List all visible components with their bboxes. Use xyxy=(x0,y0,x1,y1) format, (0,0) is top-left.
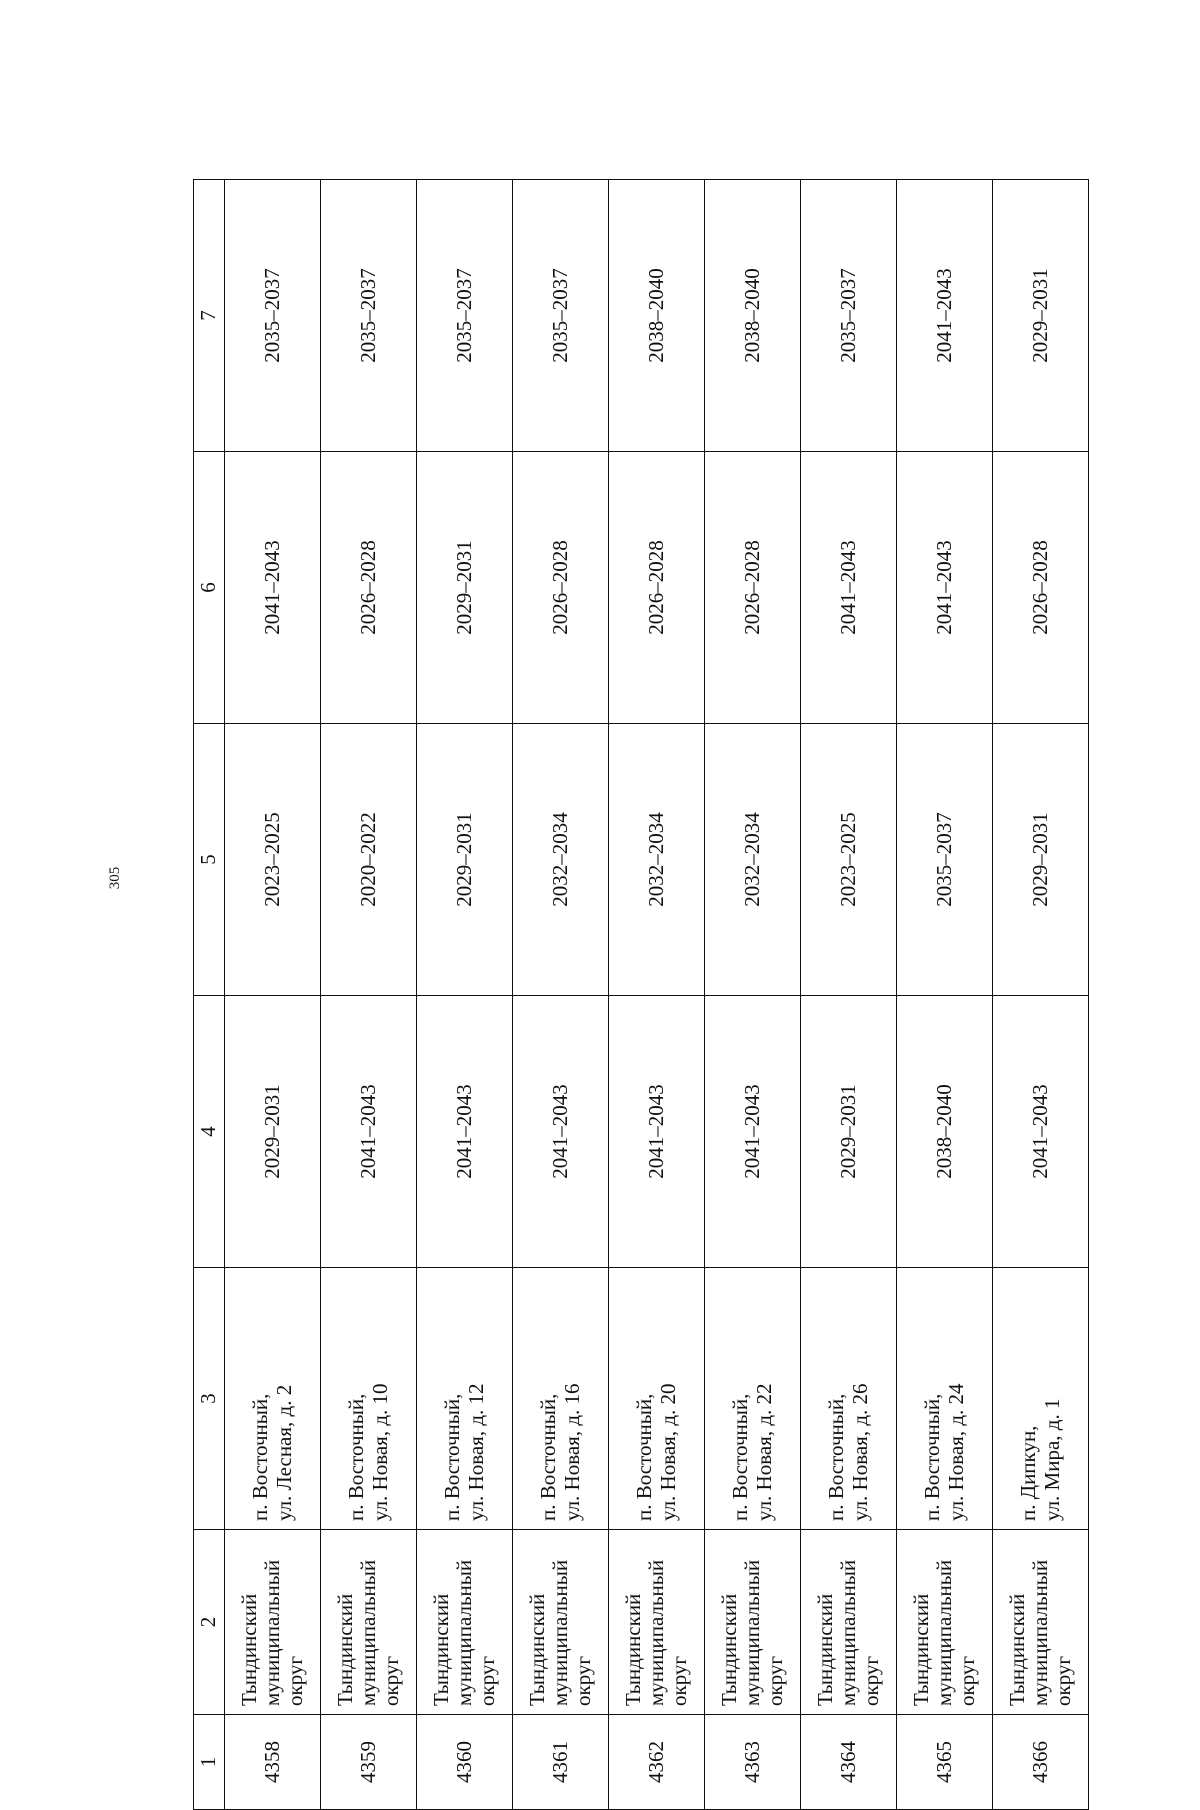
address-line: п. Восточный, xyxy=(344,1393,369,1521)
period-cell-c6: 2026–2028 xyxy=(513,452,609,724)
district-line: округ xyxy=(1051,1655,1076,1706)
district-line: Тындинский xyxy=(332,1593,357,1706)
table-container xyxy=(193,180,1088,1810)
row-number-cell: 4358 xyxy=(225,1715,321,1810)
address-line: п. Восточный, xyxy=(536,1393,561,1521)
period-cell-c5: 2032–2034 xyxy=(513,724,609,996)
row-number-cell: 4366 xyxy=(993,1715,1089,1810)
period-cell-c6: 2026–2028 xyxy=(321,452,417,724)
district-line: муниципальный xyxy=(355,1559,380,1706)
address-line: ул. Новая, д. 10 xyxy=(367,1383,392,1521)
period-cell-c7: 2041–2043 xyxy=(897,180,993,452)
district-line: округ xyxy=(667,1655,692,1706)
period-cell-c4: 2041–2043 xyxy=(513,996,609,1268)
header-row xyxy=(194,180,225,1810)
row-number-cell: 4359 xyxy=(321,1715,417,1810)
table-row xyxy=(897,180,993,1810)
district-line: муниципальный xyxy=(931,1559,956,1706)
table-row xyxy=(705,180,801,1810)
column-header: 1 xyxy=(194,1715,225,1810)
period-cell-c6: 2026–2028 xyxy=(993,452,1089,724)
address-line: ул. Новая, д. 12 xyxy=(463,1383,488,1521)
period-cell-c6: 2029–2031 xyxy=(417,452,513,724)
address-line: ул. Новая, д. 22 xyxy=(751,1383,776,1521)
district-cell xyxy=(993,1530,1089,1715)
district-line: муниципальный xyxy=(1027,1559,1052,1706)
district-line: округ xyxy=(571,1655,596,1706)
district-cell xyxy=(513,1530,609,1715)
period-cell-c6: 2026–2028 xyxy=(705,452,801,724)
table-row xyxy=(513,180,609,1810)
address-cell xyxy=(225,1268,321,1530)
address-line: ул. Новая, д. 16 xyxy=(559,1383,584,1521)
district-line: округ xyxy=(763,1655,788,1706)
district-line: округ xyxy=(283,1655,308,1706)
address-line: ул. Новая, д. 26 xyxy=(847,1383,872,1521)
period-cell-c4: 2041–2043 xyxy=(417,996,513,1268)
district-line: округ xyxy=(379,1655,404,1706)
period-cell-c5: 2029–2031 xyxy=(417,724,513,996)
address-cell xyxy=(993,1268,1089,1530)
district-line: Тындинский xyxy=(716,1593,741,1706)
district-line: муниципальный xyxy=(547,1559,572,1706)
district-line: Тындинский xyxy=(908,1593,933,1706)
address-line: ул. Новая, д. 20 xyxy=(655,1383,680,1521)
period-cell-c4: 2041–2043 xyxy=(993,996,1089,1268)
column-header: 5 xyxy=(194,724,225,996)
row-number-cell: 4363 xyxy=(705,1715,801,1810)
district-cell xyxy=(321,1530,417,1715)
period-cell-c7: 2035–2037 xyxy=(321,180,417,452)
period-cell-c7: 2035–2037 xyxy=(801,180,897,452)
period-cell-c4: 2038–2040 xyxy=(897,996,993,1268)
column-header: 4 xyxy=(194,996,225,1268)
address-cell xyxy=(705,1268,801,1530)
period-cell-c7: 2035–2037 xyxy=(417,180,513,452)
row-number-cell: 4360 xyxy=(417,1715,513,1810)
address-line: п. Восточный, xyxy=(440,1393,465,1521)
address-line: п. Дипкун, xyxy=(1016,1425,1041,1521)
column-header: 2 xyxy=(194,1530,225,1715)
district-line: округ xyxy=(475,1655,500,1706)
address-line: п. Восточный, xyxy=(728,1393,753,1521)
period-cell-c5: 2023–2025 xyxy=(225,724,321,996)
period-cell-c7: 2029–2031 xyxy=(993,180,1089,452)
column-header: 6 xyxy=(194,452,225,724)
address-cell xyxy=(417,1268,513,1530)
address-line: п. Восточный, xyxy=(632,1393,657,1521)
address-line: ул. Новая, д. 24 xyxy=(943,1383,968,1521)
address-cell xyxy=(321,1268,417,1530)
period-cell-c4: 2041–2043 xyxy=(705,996,801,1268)
district-cell xyxy=(417,1530,513,1715)
period-cell-c6: 2026–2028 xyxy=(609,452,705,724)
row-number-cell: 4364 xyxy=(801,1715,897,1810)
table-row xyxy=(801,180,897,1810)
district-line: муниципальный xyxy=(739,1559,764,1706)
address-line: п. Восточный, xyxy=(824,1393,849,1521)
period-cell-c6: 2041–2043 xyxy=(801,452,897,724)
district-cell xyxy=(801,1530,897,1715)
period-cell-c6: 2041–2043 xyxy=(897,452,993,724)
address-line: п. Восточный, xyxy=(920,1393,945,1521)
address-cell xyxy=(801,1268,897,1530)
row-number-cell: 4365 xyxy=(897,1715,993,1810)
row-number-cell: 4361 xyxy=(513,1715,609,1810)
address-cell xyxy=(897,1268,993,1530)
district-cell xyxy=(897,1530,993,1715)
district-line: Тындинский xyxy=(1004,1593,1029,1706)
period-cell-c5: 2032–2034 xyxy=(609,724,705,996)
address-line: ул. Мира, д. 1 xyxy=(1039,1398,1064,1521)
address-cell xyxy=(513,1268,609,1530)
district-line: округ xyxy=(859,1655,884,1706)
period-cell-c7: 2035–2037 xyxy=(513,180,609,452)
period-cell-c5: 2032–2034 xyxy=(705,724,801,996)
period-cell-c7: 2038–2040 xyxy=(705,180,801,452)
period-cell-c7: 2035–2037 xyxy=(225,180,321,452)
district-line: муниципальный xyxy=(259,1559,284,1706)
data-table xyxy=(193,179,1089,1810)
address-line: ул. Лесная, д. 2 xyxy=(271,1384,296,1521)
period-cell-c7: 2038–2040 xyxy=(609,180,705,452)
district-line: муниципальный xyxy=(835,1559,860,1706)
district-line: округ xyxy=(955,1655,980,1706)
column-header: 7 xyxy=(194,180,225,452)
district-line: Тындинский xyxy=(524,1593,549,1706)
address-cell xyxy=(609,1268,705,1530)
district-cell xyxy=(609,1530,705,1715)
table-row xyxy=(609,180,705,1810)
period-cell-c6: 2041–2043 xyxy=(225,452,321,724)
period-cell-c5: 2023–2025 xyxy=(801,724,897,996)
address-line: п. Восточный, xyxy=(248,1393,273,1521)
table-row xyxy=(225,180,321,1810)
table-body xyxy=(225,180,1089,1810)
row-number-cell: 4362 xyxy=(609,1715,705,1810)
column-header: 3 xyxy=(194,1268,225,1530)
period-cell-c5: 2020–2022 xyxy=(321,724,417,996)
district-line: Тындинский xyxy=(428,1593,453,1706)
period-cell-c4: 2041–2043 xyxy=(321,996,417,1268)
period-cell-c4: 2029–2031 xyxy=(801,996,897,1268)
period-cell-c4: 2041–2043 xyxy=(609,996,705,1268)
district-line: муниципальный xyxy=(451,1559,476,1706)
table-row xyxy=(993,180,1089,1810)
district-line: Тындинский xyxy=(620,1593,645,1706)
period-cell-c5: 2035–2037 xyxy=(897,724,993,996)
district-line: Тындинский xyxy=(812,1593,837,1706)
period-cell-c5: 2029–2031 xyxy=(993,724,1089,996)
district-cell xyxy=(225,1530,321,1715)
district-cell xyxy=(705,1530,801,1715)
table-row xyxy=(321,180,417,1810)
page-number: 305 xyxy=(107,866,123,890)
district-line: Тындинский xyxy=(236,1593,261,1706)
period-cell-c4: 2029–2031 xyxy=(225,996,321,1268)
table-row xyxy=(417,180,513,1810)
district-line: муниципальный xyxy=(643,1559,668,1706)
